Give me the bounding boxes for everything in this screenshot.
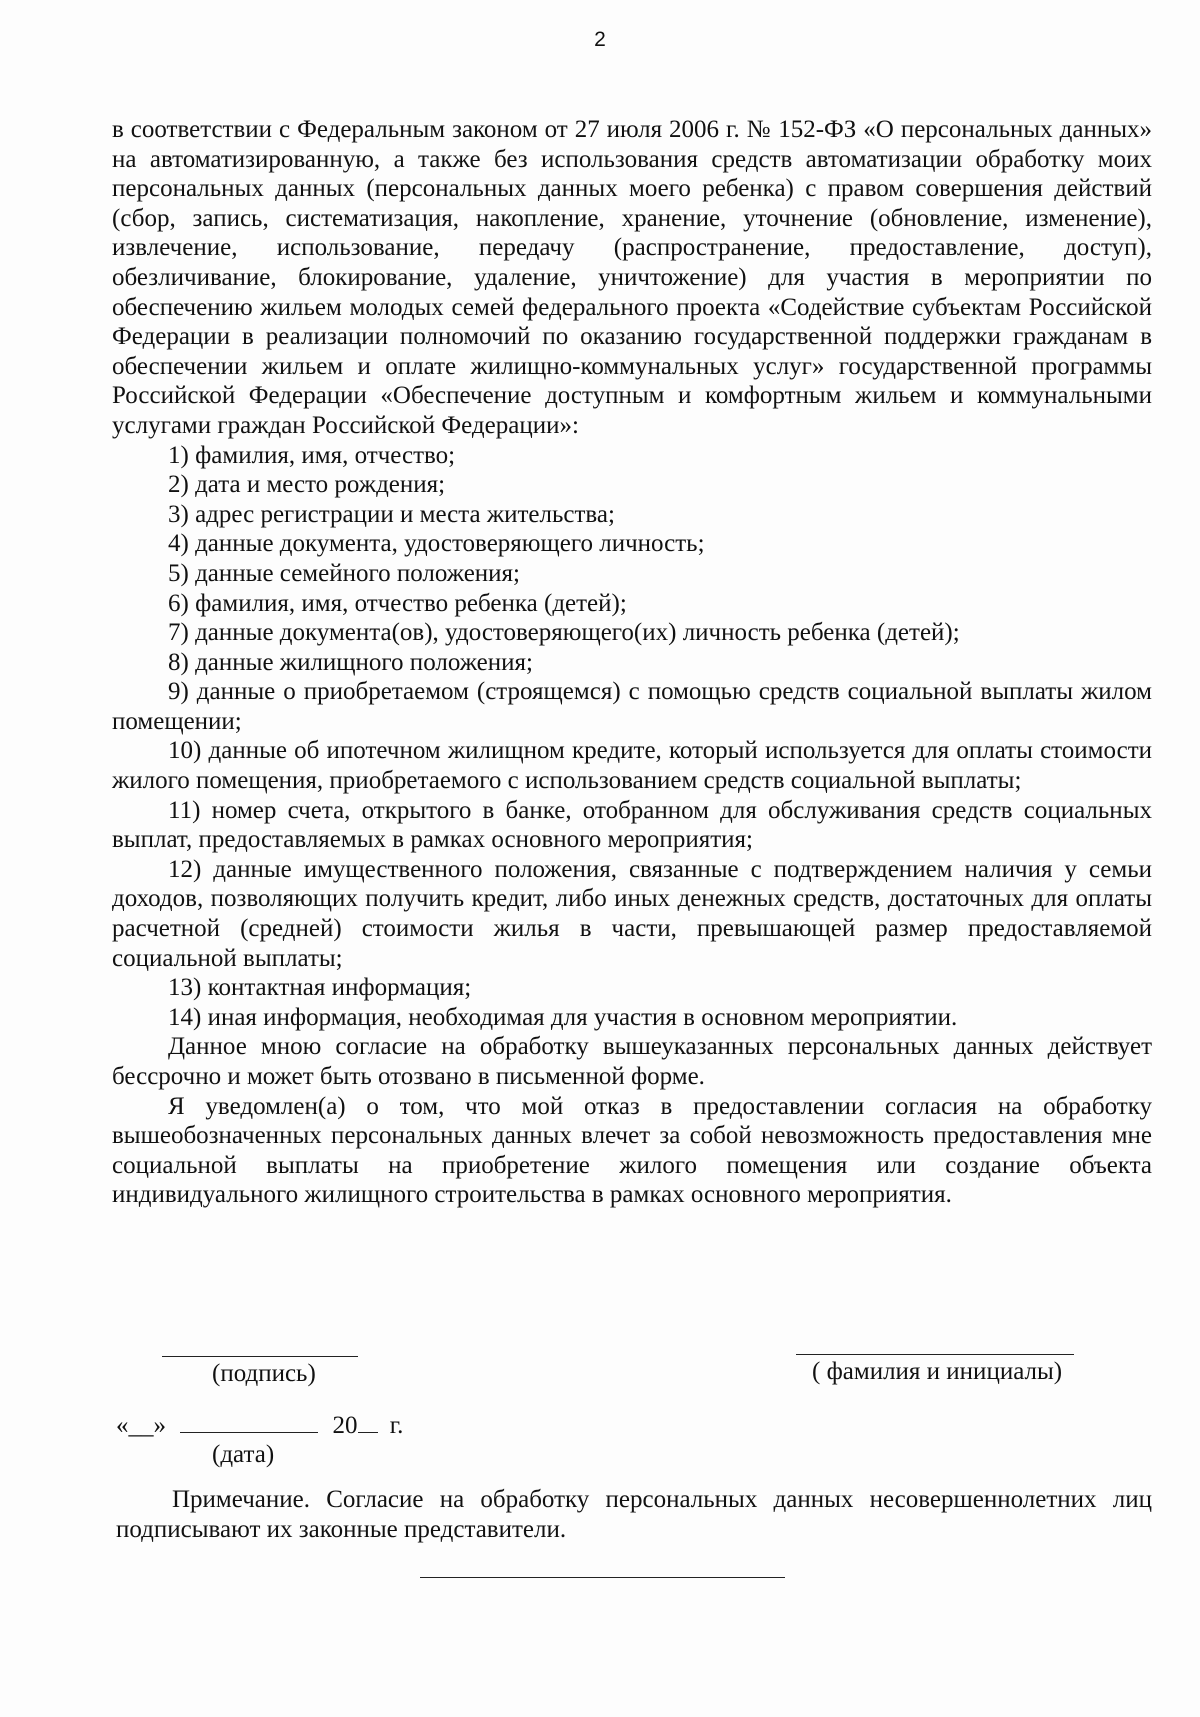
note-paragraph: Примечание. Согласие на обработку персональных данных несовершеннолетних лиц подписывают их законные представители. bbox=[116, 1486, 1152, 1543]
list-item-10: 10) данные об ипотечном жилищном кредите, который используется для оплаты стоимости жилого помещения, приобретаемого с использованием средств социальной выплаты; bbox=[112, 737, 1152, 795]
list-item-8: 8) данные жилищного положения; bbox=[168, 648, 533, 676]
date-caption: (дата) bbox=[212, 1441, 275, 1468]
list-item-12: 12) данные имущественного положения, связанные с подтверждением наличия у семьи доходов, позволяющих получить кредит, либо иных денежных средств, достаточных для оплаты расчетной (средней) стоимости жилья в части, превышающей размер предоставляемой социальной выплаты; bbox=[112, 855, 1152, 972]
list-item-9: 9) данные о приобретаемом (строящемся) с помощью средств социальной выплаты жилом помещении; bbox=[112, 678, 1152, 735]
notice-paragraph: Я уведомлен(а) о том, что мой отказ в предоставлении согласия на обработку вышеобозначенных персональных данных влечет за собой невозможность предоставления мне социальной выплаты на приобретение жилого помещения или создание объекта индивидуального жилищного строительства в рамках основного мероприятия. bbox=[112, 1092, 1152, 1209]
date-year-prefix: 20 bbox=[332, 1412, 358, 1439]
list-item-1: 1) фамилия, имя, отчество; bbox=[168, 441, 456, 469]
list-item-3: 3) адрес регистрации и места жительства; bbox=[168, 500, 615, 528]
date-year-suffix: г. bbox=[389, 1412, 404, 1439]
consent-body bbox=[112, 115, 1152, 1210]
list-item-6: 6) фамилия, имя, отчество ребенка (детей); bbox=[168, 589, 627, 617]
list-item-2: 2) дата и место рождения; bbox=[168, 471, 446, 499]
intro-paragraph: в соответствии с Федеральным законом от 27 июля 2006 г. № 152-ФЗ «О персональных данных» на автоматизированную, а также без использования средств автоматизации обработку моих персональных данных (персональных данных моего ребенка) с правом совершения действий (сбор, запись, систематизация, накопление, хранение, уточнение (обновление, изменение), извлечение, использование, передачу (распространение, предоставление, доступ), обезличивание, блокирование, удаление, уничтожение) для участия в мероприятии по обеспечению жильем молодых семей федерального проекта «Содействие субъектам Российской Федерации в реализации полномочий по оказанию государственной поддержки гражданам в обеспечении жильем и оплате жилищно-коммунальных услуг» государственной программы Российской Федерации «Обеспечение доступным и комфортным жильем и коммунальными услугами граждан Российской Федерации»: bbox=[112, 116, 1152, 439]
date-month-field bbox=[180, 1410, 318, 1433]
signature-caption: (подпись) bbox=[212, 1360, 316, 1387]
page-number: 2 bbox=[594, 28, 606, 51]
note-block bbox=[116, 1485, 1152, 1545]
list-item-7: 7) данные документа(ов), удостоверяющего(их) личность ребенка (детей); bbox=[168, 619, 960, 647]
validity-paragraph: Данное мною согласие на обработку вышеуказанных персональных данных действует бессрочно и может быть отозвано в письменной форме. bbox=[112, 1033, 1152, 1090]
date-year-field bbox=[358, 1410, 378, 1433]
list-item-14: 14) иная информация, необходимая для участия в основном мероприятии. bbox=[168, 1003, 958, 1031]
signature-line bbox=[162, 1356, 358, 1357]
name-caption: ( фамилия и инициалы) bbox=[812, 1358, 1063, 1385]
closing-rule bbox=[420, 1577, 785, 1578]
name-line bbox=[796, 1354, 1074, 1355]
date-row bbox=[116, 1410, 403, 1440]
date-day-field: «__» bbox=[116, 1412, 166, 1439]
list-item-5: 5) данные семейного положения; bbox=[168, 559, 520, 587]
list-item-13: 13) контактная информация; bbox=[168, 974, 472, 1002]
list-item-4: 4) данные документа, удостоверяющего личность; bbox=[168, 530, 705, 558]
list-item-11: 11) номер счета, открытого в банке, отобранном для обслуживания средств социальных выплат, предоставляемых в рамках основного мероприятия; bbox=[112, 796, 1152, 854]
